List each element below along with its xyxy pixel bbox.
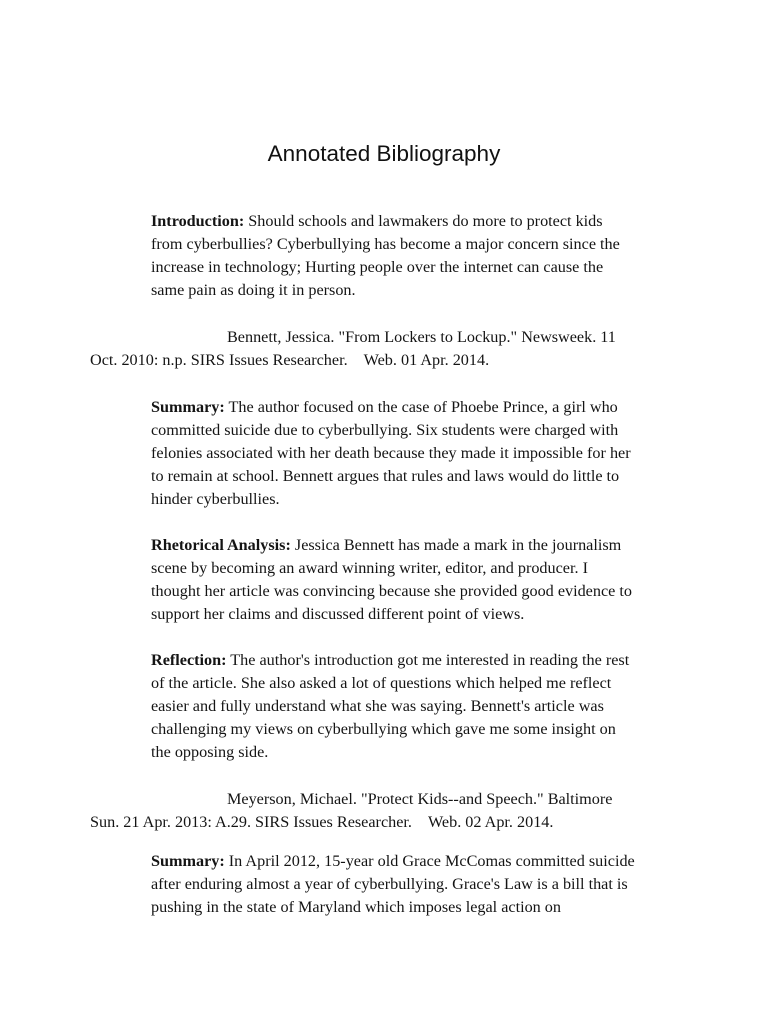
citation-line-1: Meyerson, Michael. "Protect Kids--and Speech." Baltimore: [227, 790, 613, 808]
citation-line-2: Oct. 2010: n.p. SIRS Issues Researcher. Web. 01 Apr. 2014.: [90, 351, 490, 369]
intro-line-3: increase in technology; Hurting people over the internet can cause the: [151, 258, 604, 276]
summary-paragraph-meyerson: Summary: In April 2012, 15-year old Grace McComas committed suicide after enduring almost a year of cyberbullying. Grace's Law is a bill that is pushing in the state of Maryland which imposes legal action on: [151, 852, 635, 916]
introduction-label: Introduction:: [151, 212, 245, 230]
summary-paragraph-bennett: Summary: The author focused on the case of Phoebe Prince, a girl who committed suicide due to cyberbullying. Six students were charged with felonies associated with her death because they made it impossible for her to remain at school. Bennett argues that rules and laws would do little to hinder cyberbullies.: [151, 398, 631, 508]
introduction-paragraph: [151, 210, 681, 302]
summary-label: Summary:: [151, 852, 225, 870]
intro-line-1: Introduction: Should schools and lawmakers do more to protect kids: [151, 212, 603, 230]
reflection-paragraph: Reflection: The author's introduction got me interested in reading the rest of the article. She also asked a lot of questions which helped me reflect easier and fully understand what she was saying. Bennett's article was challenging my views on cyberbullying which gave me some insight on the opposing side.: [151, 651, 630, 761]
citation-bennett: [90, 326, 690, 372]
intro-line-4: same pain as doing it in person.: [151, 281, 356, 299]
citation-meyerson: [90, 788, 690, 834]
rhetorical-analysis-label: Rhetorical Analysis:: [151, 536, 291, 554]
page-title: Annotated Bibliography: [267, 141, 501, 166]
intro-line-2: from cyberbullies? Cyberbullying has become a major concern since the: [151, 235, 620, 253]
reflection-label: Reflection:: [151, 651, 227, 669]
citation-line-2: Sun. 21 Apr. 2013: A.29. SIRS Issues Researcher. Web. 02 Apr. 2014.: [90, 813, 554, 831]
rhetorical-analysis-paragraph: Rhetorical Analysis: Jessica Bennett has made a mark in the journalism scene by becoming an award winning writer, editor, and producer. I thought her article was convincing because she provided good evidence to support her claims and discussed different point of views.: [151, 536, 632, 623]
citation-line-1: Bennett, Jessica. "From Lockers to Lockup." Newsweek. 11: [227, 328, 616, 346]
summary-label: Summary:: [151, 398, 225, 416]
